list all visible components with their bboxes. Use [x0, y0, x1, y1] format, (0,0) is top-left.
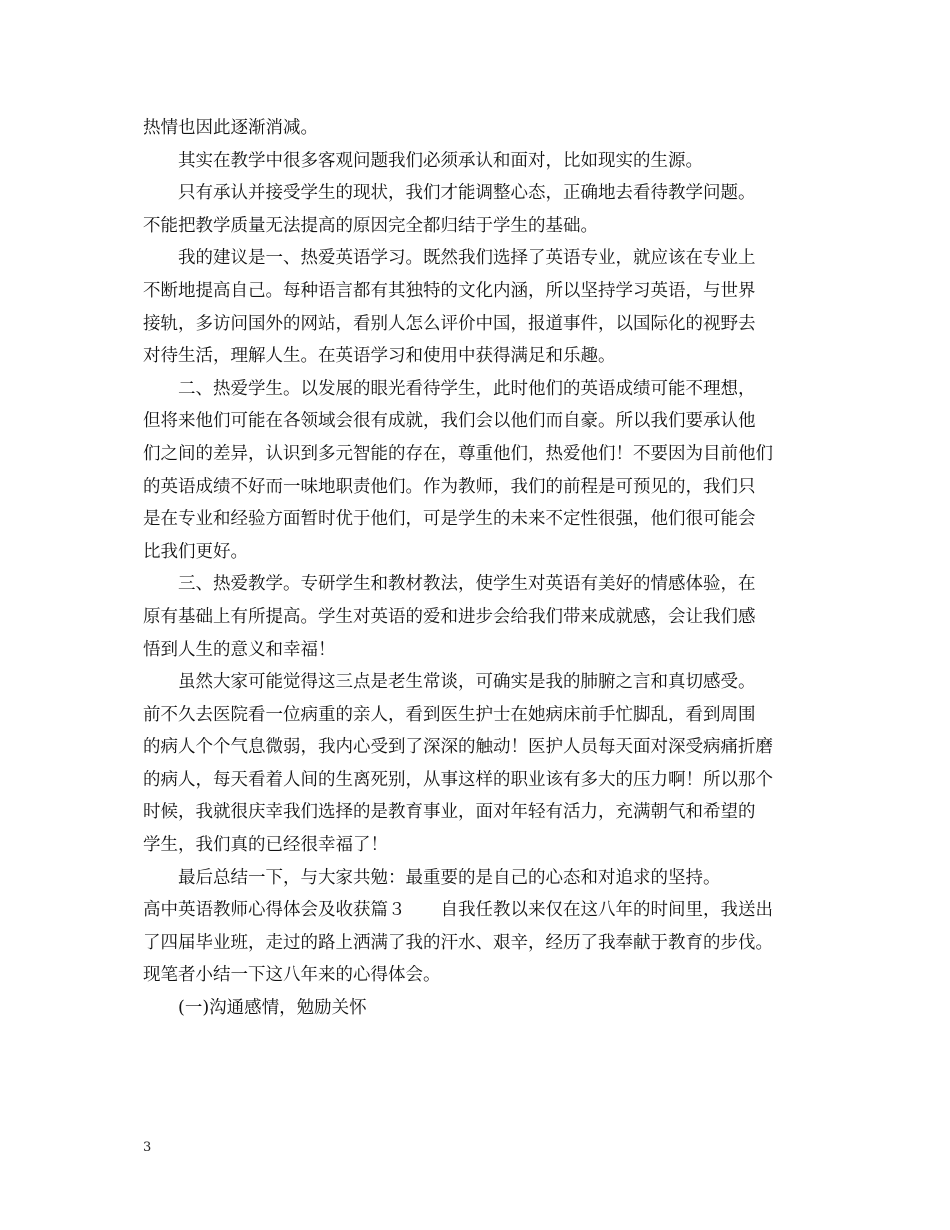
text-line: 不能把教学质量无法提高的原因完全都归结于学生的基础。 — [143, 215, 598, 236]
text-line: 时候，我就很庆幸我们选择的是教育事业，面对年轻有活力，充满朝气和希望的 — [143, 802, 756, 823]
text-line: 前不久去医院看一位病重的亲人，看到医生护士在她病床前手忙脚乱，看到周围 — [143, 704, 756, 725]
text-line: 的病人，每天看着人间的生离死别，从事这样的职业该有多大的压力啊！所以那个 — [143, 769, 773, 790]
text-line: 虽然大家可能觉得这三点是老生常谈，可确实是我的肺腑之言和真切感受。 — [178, 672, 756, 693]
text-line: (一)沟通感情，勉励关怀 — [178, 998, 367, 1019]
text-line: 不断地提高自己。每种语言都有其独特的文化内涵，所以坚持学习英语，与世界 — [143, 280, 756, 301]
text-line: 了四届毕业班，走过的路上洒满了我的汗水、艰辛，经历了我奉献于教育的步伐。 — [143, 932, 773, 953]
text-line: 是在专业和经验方面暂时优于他们，可是学生的未来不定性很强，他们很可能会 — [143, 509, 756, 530]
text-line: 二、热爱学生。以发展的眼光看待学生，此时他们的英语成绩可能不理想， — [178, 378, 756, 399]
page-number: 3 — [143, 1140, 152, 1155]
text-line: 比我们更好。 — [143, 541, 248, 562]
text-line: 高中英语教师心得体会及收获篇３ 自我任教以来仅在这八年的时间里，我送出 — [143, 900, 773, 921]
text-line: 其实在教学中很多客观问题我们必须承认和面对，比如现实的生源。 — [178, 150, 703, 171]
text-line: 的英语成绩不好而一味地职责他们。作为教师，我们的前程是可预见的，我们只 — [143, 476, 756, 497]
text-line: 学生，我们真的已经很幸福了！ — [143, 835, 388, 856]
text-line: 悟到人生的意义和幸福！ — [143, 639, 336, 660]
text-line: 现笔者小结一下这八年来的心得体会。 — [143, 965, 441, 986]
text-line: 只有承认并接受学生的现状，我们才能调整心态，正确地去看待教学问题。 — [178, 183, 756, 204]
text-line: 们之间的差异，认识到多元智能的存在，尊重他们，热爱他们！不要因为目前他们 — [143, 443, 773, 464]
text-line: 热情也因此逐渐消减。 — [143, 118, 318, 138]
text-line: 原有基础上有所提高。学生对英语的爱和进步会给我们带来成就感，会让我们感 — [143, 606, 756, 627]
text-line: 最后总结一下，与大家共勉：最重要的是自己的心态和对追求的坚持。 — [178, 867, 721, 888]
text-line: 接轨，多访问国外的网站，看别人怎么评价中国，报道事件，以国际化的视野去 — [143, 313, 756, 334]
text-line: 对待生活，理解人生。在英语学习和使用中获得满足和乐趣。 — [143, 346, 616, 367]
document-body — [143, 112, 819, 1025]
text-line: 的病人个个气息微弱，我内心受到了深深的触动！医护人员每天面对深受病痛折磨 — [143, 737, 773, 758]
text-line: 我的建议是一、热爱英语学习。既然我们选择了英语专业，就应该在专业上 — [178, 248, 756, 269]
text-line: 但将来他们可能在各领域会很有成就，我们会以他们而自豪。所以我们要承认他 — [143, 411, 756, 432]
text-line: 三、热爱教学。专研学生和教材教法，使学生对英语有美好的情感体验，在 — [178, 574, 756, 595]
